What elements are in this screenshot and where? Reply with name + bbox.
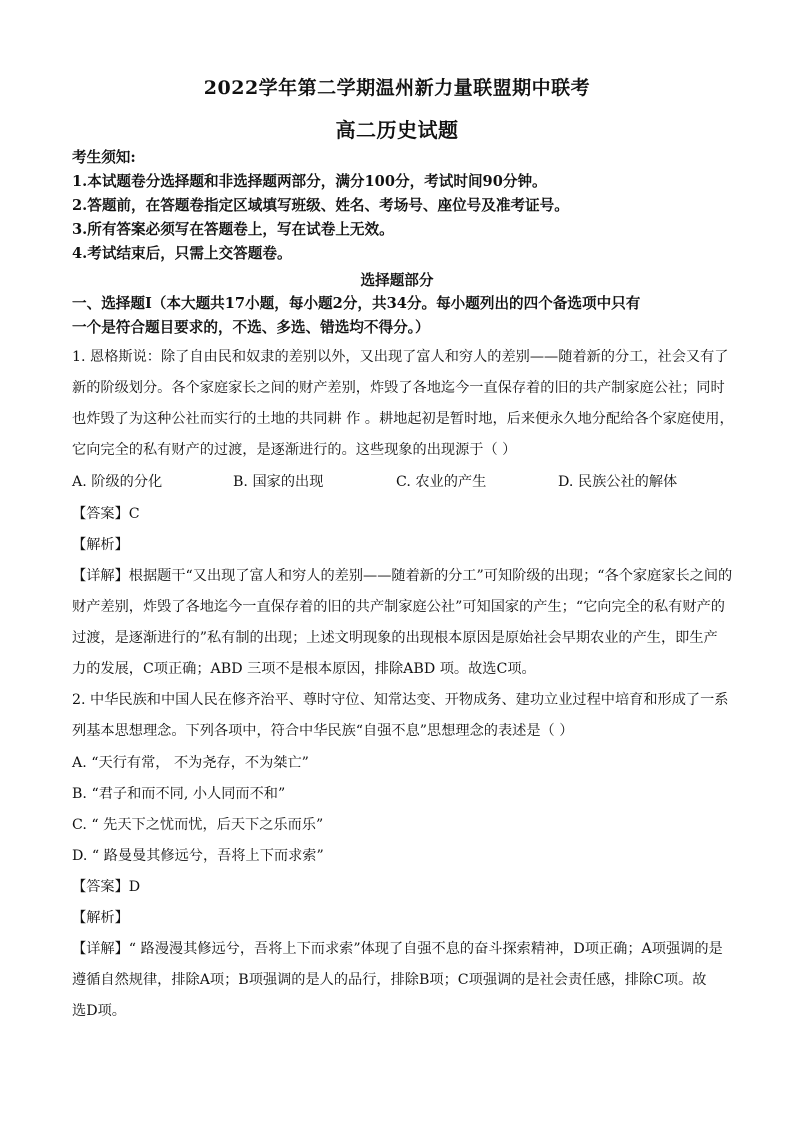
question-1-text: 新的阶级划分。各个家庭家长之间的财产差别，炸毁了各地迄今一直保存着的旧的共产制家庭公社；同时 [72, 380, 725, 396]
notice-item: 4.考试结束后，只需上交答题卷。 [72, 245, 292, 262]
question-1-detail: 【详解】根据题干“又出现了富人和穷人的差别——随着新的分工”可知阶级的出现；“各个家庭家长之间的 [72, 568, 733, 584]
section-title: 选择题部分 [360, 272, 434, 289]
question-1-detail: 力的发展，C项正确；ABD 三项不是根本原因，排除ABD 项。故选C项。 [72, 661, 536, 677]
question-1-answer: 【答案】C [72, 506, 140, 522]
exam-title: 2022学年第二学期温州新力量联盟期中联考 [203, 77, 591, 99]
question-2-analysis-label: 【解析】 [72, 910, 129, 926]
question-2-option-a: A. “天行有常， 不为尧存，不为桀亡” [72, 755, 309, 771]
question-1-option-c: C. 农业的产生 [396, 474, 487, 490]
question-2-text: 列基本思想理念。下列各项中，符合中华民族“自强不息”思想理念的表述是（ ） [72, 723, 574, 739]
question-2-option-d: D. “ 路曼曼其修远兮，吾将上下而求索” [72, 848, 324, 864]
question-2-detail: 选D项。 [72, 1003, 126, 1019]
notice-item: 3.所有答案必须写在答题卷上，写在试卷上无效。 [72, 221, 394, 238]
question-1-detail: 过渡，是逐渐进行的”私有制的出现；上述文明现象的出现根本原因是原始社会早期农业的产生，即生产 [72, 630, 718, 646]
section-instruction: 一个是符合题目要求的，不选、多选、错选均不得分。） [72, 319, 430, 336]
question-2-option-b: B. “君子和而不同, 小人同而不和” [72, 786, 286, 802]
question-1-option-d: D. 民族公社的解体 [558, 474, 678, 490]
notice-heading: 考生须知: [72, 149, 136, 166]
section-instruction: 一、选择题Ⅰ（本大题共17小题，每小题2分，共34分。每小题列出的四个备选项中只有 [72, 295, 641, 312]
notice-item: 1.本试题卷分选择题和非选择题两部分，满分100分，考试时间90分钟。 [72, 173, 547, 190]
exam-subtitle: 高二历史试题 [335, 118, 459, 142]
question-1-option-a: A. 阶级的分化 [72, 474, 163, 490]
question-1-text: 1. 恩格斯说：除了自由民和奴隶的差别以外，又出现了富人和穷人的差别——随着新的分工，社会又有了 [72, 349, 729, 365]
question-1-analysis-label: 【解析】 [72, 537, 129, 553]
question-2-detail: 遵循自然规律，排除A项；B项强调的是人的品行，排除B项；C项强调的是社会责任感，排除C项。故 [72, 972, 707, 988]
question-2-text: 2. 中华民族和中国人民在修齐治平、尊时守位、知常达变、开物成务、建功立业过程中培育和形成了一系 [72, 692, 729, 708]
question-1-option-b: B. 国家的出现 [233, 474, 324, 490]
question-1-text: 也炸毁了为这种公社而实行的土地的共同耕 作 。耕地起初是暂时地，后来便永久地分配给各个家庭使用， [72, 411, 734, 427]
question-2-answer: 【答案】D [72, 879, 141, 895]
question-2-detail: 【详解】“ 路漫漫其修远兮，吾将上下而求索”体现了自强不息的奋斗探索精神，D项正确；A项强调的是 [72, 941, 723, 957]
question-2-option-c: C. “ 先天下之忧而忧，后天下之乐而乐” [72, 817, 324, 833]
question-1-text: 它向完全的私有财产的过渡，是逐渐进行的。这些现象的出现源于（ ） [72, 442, 517, 458]
notice-item: 2.答题前，在答题卷指定区域填写班级、姓名、考场号、座位号及准考证号。 [72, 197, 569, 214]
question-1-detail: 财产差别，炸毁了各地迄今一直保存着的旧的共产制家庭公社”可知国家的产生；“它向完全的私有财产的 [72, 599, 725, 615]
